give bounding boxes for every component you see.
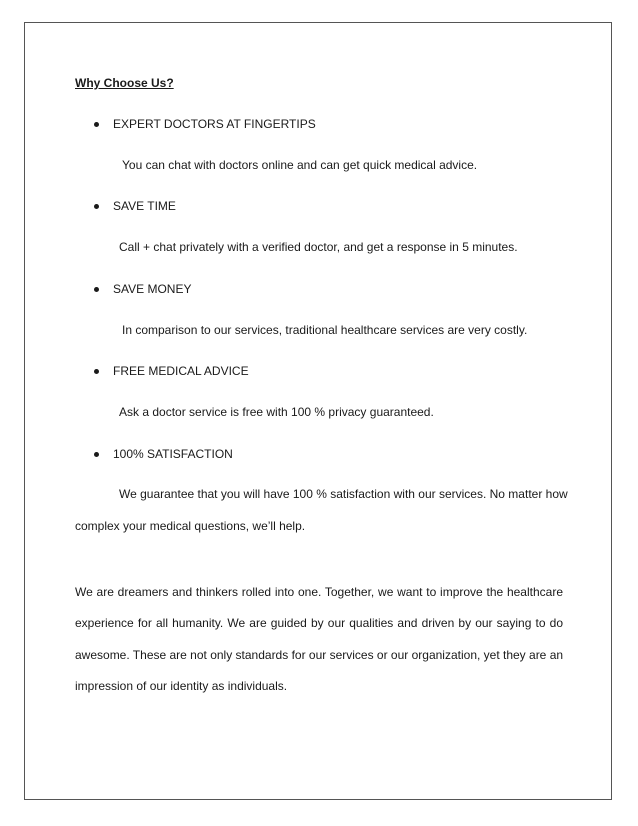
closing-paragraph-line: We are dreamers and thinkers rolled into one. Together, we want to improve the healthcare	[75, 585, 563, 599]
bullet-icon	[94, 369, 99, 374]
closing-paragraph-line: impression of our identity as individuals.	[75, 679, 288, 693]
section-heading: Why Choose Us?	[75, 76, 174, 90]
feature-description: You can chat with doctors online and can get quick medical advice.	[122, 158, 478, 172]
feature-description: Ask a doctor service is free with 100 % privacy guaranteed.	[119, 405, 434, 419]
bullet-icon	[94, 122, 99, 127]
feature-description-line: We guarantee that you will have 100 % satisfaction with our services. No matter how	[119, 487, 568, 501]
feature-description: In comparison to our services, traditional healthcare services are very costly.	[122, 323, 528, 337]
closing-paragraph-line: experience for all humanity. We are guided by our qualities and driven by our saying to do	[75, 616, 563, 630]
feature-item-satisfaction	[94, 447, 233, 461]
closing-paragraph-line: awesome. These are not only standards for our services or our organization, yet they are an	[75, 648, 564, 662]
feature-title: EXPERT DOCTORS AT FINGERTIPS	[113, 117, 316, 131]
bullet-icon	[94, 204, 99, 209]
bullet-icon	[94, 287, 99, 292]
feature-item-expert-doctors	[94, 117, 316, 131]
feature-title: FREE MEDICAL ADVICE	[113, 364, 249, 378]
feature-title: SAVE TIME	[113, 199, 176, 213]
feature-description: Call + chat privately with a verified doctor, and get a response in 5 minutes.	[119, 240, 518, 254]
bullet-icon	[94, 452, 99, 457]
feature-item-save-time	[94, 199, 176, 213]
feature-description-line: complex your medical questions, we’ll help.	[75, 519, 306, 533]
feature-title: SAVE MONEY	[113, 282, 192, 296]
feature-title: 100% SATISFACTION	[113, 447, 233, 461]
feature-item-free-advice	[94, 364, 249, 378]
feature-item-save-money	[94, 282, 191, 296]
